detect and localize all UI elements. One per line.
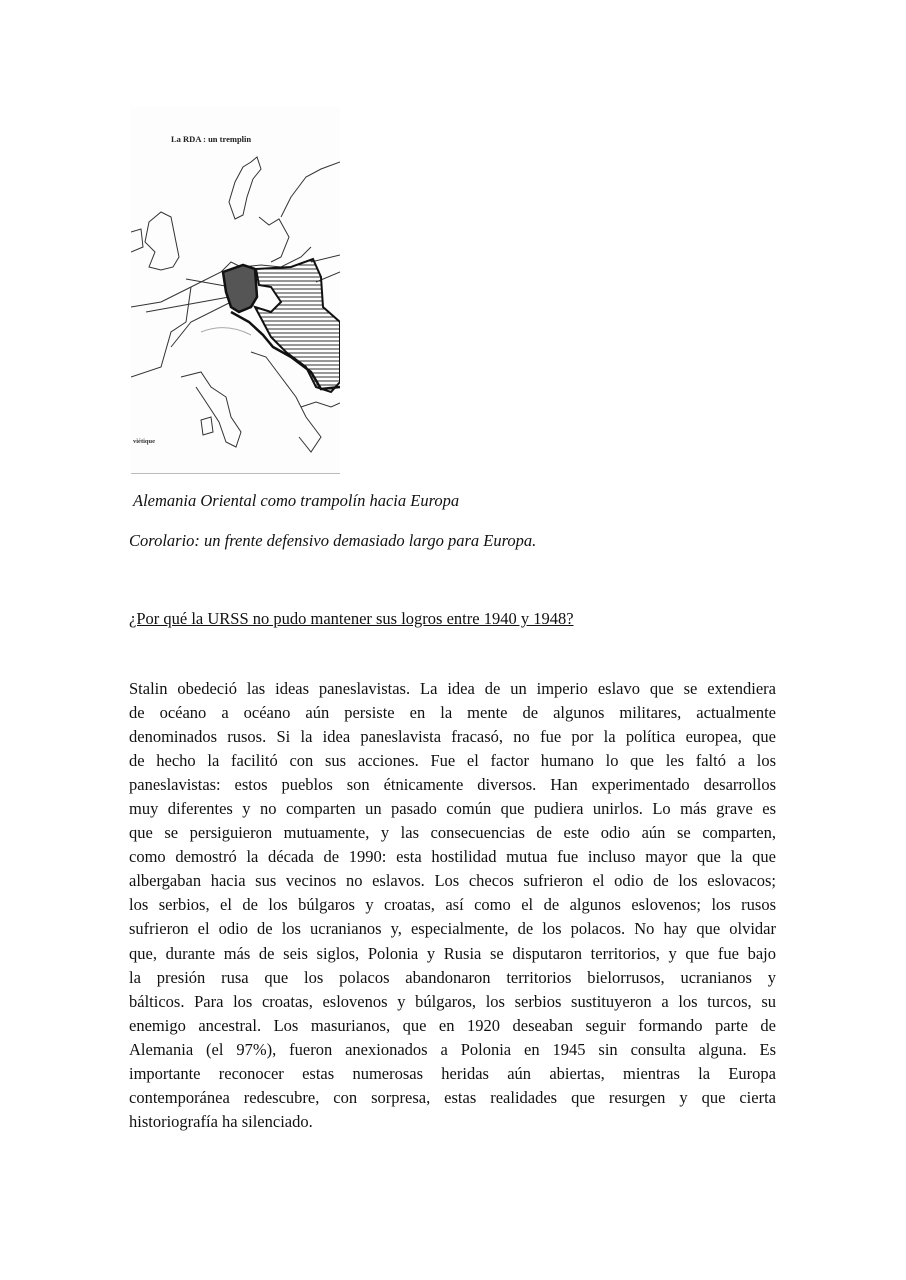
paragraph-line: muy diferentes y no comparten un pasado común que pudiera unirlos. Lo más grave es [129, 799, 776, 819]
paragraph-line: historiografía ha silenciado. [129, 1111, 313, 1131]
map-title: La RDA : un tremplin [171, 134, 252, 144]
paragraph-line: Alemania (el 97%), fueron anexionados a Polonia en 1945 sin consulta alguna. Es [129, 1039, 776, 1059]
map-figure [131, 107, 340, 474]
paragraph-line: bálticos. Para los croatas, eslovenos y búlgaros, los serbios sustituyeron a los turcos, su [129, 991, 776, 1011]
paragraph-line: de océano a océano aún persiste en la mente de algunos militares, actualmente [129, 703, 776, 723]
paragraph-line: que, durante más de seis siglos, Polonia y Rusia se disputaron territorios, y que fue bajo [129, 943, 776, 963]
paragraph-line: de hecho la facilitó con sus acciones. Fue el factor humano lo que les faltó a los [129, 751, 776, 771]
paragraph-line: importante reconocer estas numerosas heridas aún abiertas, mientras la Europa [129, 1063, 776, 1083]
paragraph-line: Stalin obedeció las ideas paneslavistas. La idea de un imperio eslavo que se extendiera [129, 679, 776, 698]
paragraph-line: contemporánea redescubre, con sorpresa, estas realidades que resurgen y que cierta [129, 1087, 776, 1107]
paragraph-line: la presión rusa que los polacos abandonaron territorios bielorrusos, ucranianos y [129, 967, 776, 987]
body-paragraph [129, 677, 776, 1134]
paragraph-line: albergaban hacia sus vecinos no eslavos. Los checos sufrieron el odio de los eslovacos; [129, 871, 776, 891]
europe-map-illustration [131, 107, 340, 473]
map-corner-label: viétique [133, 438, 156, 445]
paragraph-line: paneslavistas: estos pueblos son étnicamente diversos. Han experimentado desarrollos [129, 775, 776, 795]
paragraph-line: como demostró la década de 1990: esta hostilidad mutua fue incluso mayor que la que [129, 847, 776, 867]
paragraph-line: enemigo ancestral. Los masurianos, que en 1920 deseaban seguir formando parte de [129, 1015, 776, 1035]
paragraph-line: denominados rusos. Si la idea paneslavista fracasó, no fue por la política europea, que [129, 727, 776, 747]
paragraph-line: los serbios, el de los búlgaros y croatas, así como el de algunos eslovenos; los rusos [129, 895, 776, 915]
paragraph-line: sufrieron el odio de los ucranianos y, especialmente, de los polacos. No hay que olvidar [129, 919, 776, 939]
figure-caption: Alemania Oriental como trampolín hacia Europa [133, 491, 460, 510]
paragraph-line: que se persiguieron mutuamente, y las consecuencias de este odio aún se comparten, [129, 823, 776, 843]
section-heading: ¿Por qué la URSS no pudo mantener sus logros entre 1940 y 1948? [129, 609, 574, 628]
corollary-text: Corolario: un frente defensivo demasiado largo para Europa. [129, 531, 537, 550]
